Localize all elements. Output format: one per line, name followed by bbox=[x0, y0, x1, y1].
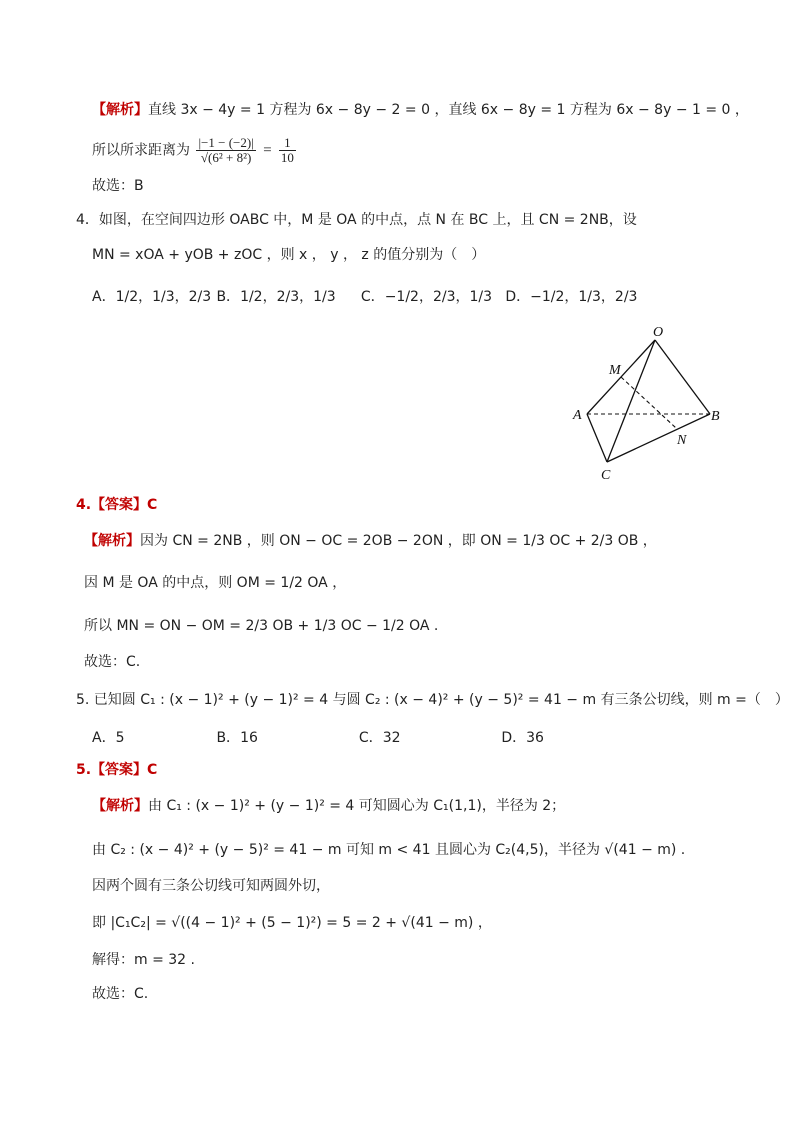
q4-stem-line-2: MN = xOA + yOB + zOC ，则 x ， y ， z 的值分别为（ ） bbox=[92, 247, 486, 263]
a5-answer: 故选：C. bbox=[92, 986, 149, 1002]
label-A: A bbox=[573, 408, 582, 423]
analysis-tag: 【解析】 bbox=[84, 533, 140, 549]
a5-header: 5.【答案】C bbox=[76, 762, 158, 778]
segment-MN-hidden bbox=[621, 377, 676, 428]
a4-answer: 故选：C. bbox=[84, 654, 141, 670]
q5-options bbox=[92, 728, 544, 748]
q5-option-b: B．16 bbox=[216, 730, 258, 746]
edge-AC bbox=[587, 414, 607, 462]
analysis-3-prefix: 所以所求距离为 bbox=[92, 142, 190, 159]
analysis-3-line-2: 所以所求距离为 $\frac{|-1 - (-2)|}{\text{√(6² + 8²)}}$ = $\frac{1}{10}$ bbox=[92, 135, 294, 165]
analysis-3-line-1 bbox=[92, 100, 749, 120]
q4-option-d: D．−1/2，1/3，2/3 bbox=[505, 289, 638, 305]
result-fraction bbox=[279, 136, 296, 165]
a5-line-2: 由 C₂ : (x − 4)² + (y − 5)² = 41 − m 可知 m < 41 且圆心为 C₂(4,5)，半径为 √(41 − m) . bbox=[92, 842, 686, 858]
a5-line-3: 因两个圆有三条公切线可知两圆外切， bbox=[92, 878, 330, 894]
result-denominator: 10 bbox=[280, 150, 294, 165]
q4-stem-line-1: 4．如图，在空间四边形 OABC 中，M 是 OA 的中点，点 N 在 BC 上，且 CN = 2NB，设 bbox=[76, 212, 637, 228]
q5-option-c: C．32 bbox=[358, 730, 401, 746]
q5-option-d: D．36 bbox=[501, 730, 544, 746]
q4-option-b: B．1/2，2/3，1/3 bbox=[216, 289, 336, 305]
label-M: M bbox=[609, 363, 621, 378]
distance-fraction bbox=[196, 136, 255, 165]
result-numerator: 1 bbox=[279, 136, 296, 151]
analysis-3-answer: 故选：B bbox=[92, 178, 144, 194]
label-O: O bbox=[653, 325, 664, 340]
a4-line-3: 所以 MN = ON − OM = 2/3 OB + 1/3 OC − 1/2 OA . bbox=[84, 618, 439, 634]
q5-stem: 5. 已知圆 C₁ : (x − 1)² + (y − 1)² = 4 与圆 C₂ : (x − 4)² + (y − 5)² = 41 − m 有三条公切线，则 m =（ ） bbox=[76, 692, 789, 708]
a4-text-1: 因为 CN = 2NB ，则 ON − OC = 2OB − 2ON ，即 ON = 1/3 OC + 2/3 OB ， bbox=[140, 533, 657, 549]
edge-OB bbox=[655, 340, 710, 414]
a4-line-2: 因 M 是 OA 的中点，则 OM = 1/2 OA ， bbox=[84, 575, 347, 591]
analysis-3-text: 直线 3x − 4y = 1 方程为 6x − 8y − 2 = 0 ，直线 6x − 8y = 1 方程为 6x − 8y − 1 = 0 ， bbox=[148, 102, 749, 118]
fraction-denominator: √(6² + 8²) bbox=[200, 150, 252, 165]
tetrahedron-figure bbox=[565, 322, 735, 487]
q4-option-c: C．−1/2，2/3，1/3 bbox=[360, 289, 493, 305]
fraction-numerator: |−1 − (−2)| bbox=[198, 135, 254, 150]
label-N: N bbox=[677, 433, 687, 448]
label-C: C bbox=[601, 468, 611, 483]
analysis-tag: 【解析】 bbox=[92, 798, 148, 814]
q4-options bbox=[92, 287, 637, 307]
a5-text-1: 由 C₁ : (x − 1)² + (y − 1)² = 4 可知圆心为 C₁(1,1)，半径为 2； bbox=[148, 798, 566, 814]
a5-line-5: 解得：m = 32 . bbox=[92, 952, 195, 968]
q5-option-a: A．5 bbox=[92, 730, 125, 746]
a4-line-1 bbox=[84, 531, 657, 551]
label-B: B bbox=[711, 409, 720, 424]
a5-line-4: 即 |C₁C₂| = √((4 − 1)² + (5 − 1)²) = 5 = 2 + √(41 − m) ， bbox=[92, 915, 492, 931]
q4-option-a: A．1/2，1/3，2/3 bbox=[92, 289, 212, 305]
a4-header: 4.【答案】C bbox=[76, 497, 158, 513]
analysis-tag: 【解析】 bbox=[92, 102, 148, 118]
a5-line-1 bbox=[92, 796, 565, 816]
